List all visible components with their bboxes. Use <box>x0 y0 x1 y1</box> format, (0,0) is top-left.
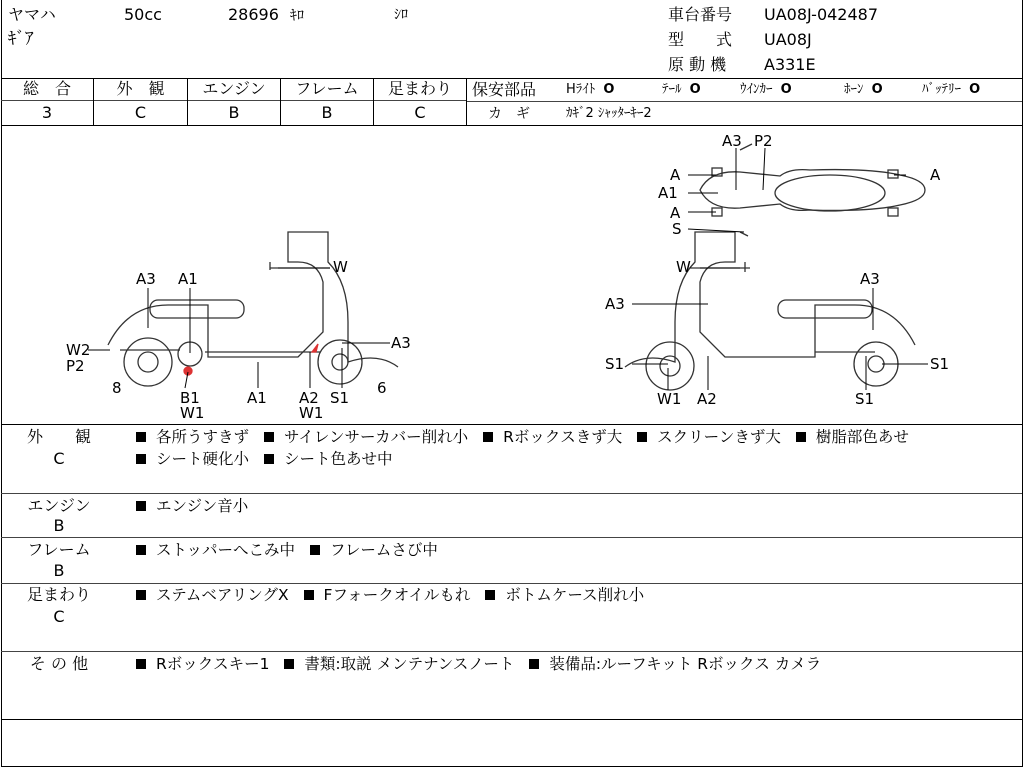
label-left-b1: B1 <box>180 389 200 407</box>
grade-label-frame: フレーム <box>295 79 359 98</box>
remark-label: そ の 他 <box>29 654 89 673</box>
remark-label: エンジン <box>27 496 91 515</box>
label-right-s1-right: S1 <box>930 355 950 373</box>
remark-line: Rボックスキー1 書類:取説 メンテナンスノート 装備品:ルーフキット Rボックス カメラ <box>136 653 831 675</box>
label-left-w: W <box>333 258 348 276</box>
grade-value-frame: B <box>321 103 333 122</box>
label-left-w2: W2 <box>66 341 91 359</box>
label-top-a: A <box>670 166 681 184</box>
label-left-w1-bottom: W1 <box>299 404 324 422</box>
engine-value: A331E <box>764 55 816 74</box>
label-top-p2: P2 <box>754 132 773 150</box>
divider <box>1 493 1022 494</box>
label-right-w1: W1 <box>657 390 682 408</box>
type-label: 型 式 <box>668 30 733 49</box>
label-left-s1: S1 <box>330 389 350 407</box>
engine-label: 原 動 機 <box>668 55 727 74</box>
label-right-a3-top: A3 <box>860 270 880 288</box>
safety-item-battery: ﾊﾞｯﾃﾘｰ O <box>922 82 981 97</box>
maker: ヤマハ <box>8 5 56 24</box>
remark-line: 各所うすきず サイレンサーカバー削れ小 Rボックスきず大 スクリーンきず大 樹脂部色あせ <box>136 426 919 448</box>
remark-label: 足まわり <box>26 585 91 604</box>
scooter-left-view <box>108 232 398 386</box>
remark-grade: B <box>53 561 65 580</box>
label-top-s: S <box>672 220 682 238</box>
remark-grade: C <box>53 607 65 626</box>
label-left-a1-bottom: A1 <box>247 389 267 407</box>
displacement: 50cc <box>124 5 162 24</box>
model-name: ｷﾞｱ <box>8 29 34 49</box>
label-left-8: 8 <box>112 379 122 397</box>
divider <box>1 424 1022 425</box>
frame-no: UA08J-042487 <box>764 5 879 24</box>
label-top-a1: A1 <box>658 184 678 202</box>
divider <box>1 537 1022 538</box>
frame-no-label: 車台番号 <box>668 5 733 24</box>
safety-item-headlight: Hﾗｲﾄ O <box>566 82 615 97</box>
label-right-a2: A2 <box>697 390 717 408</box>
remark-label: フレーム <box>27 540 91 559</box>
grade-label-exterior: 外 観 <box>116 79 165 98</box>
divider <box>1 651 1022 652</box>
label-left-a2: A2 <box>299 389 319 407</box>
label-top-a-lower: A <box>670 204 681 222</box>
damage-diagram <box>0 126 1024 424</box>
grade-value-exterior: C <box>134 103 147 122</box>
grade-label-engine: エンジン <box>202 79 266 98</box>
remark-line: シート硬化小 シート色あせ中 <box>136 448 402 470</box>
safety-label: 保安部品 <box>472 80 537 99</box>
remark-grade: B <box>53 516 65 535</box>
divider <box>466 101 1022 102</box>
label-left-w1: W1 <box>180 404 205 422</box>
leader-lines <box>88 148 928 390</box>
remark-grade: C <box>53 449 65 468</box>
color: ｼﾛ <box>394 7 408 23</box>
divider <box>466 78 467 125</box>
grade-value-total: 3 <box>41 103 53 122</box>
scooter-right-view <box>625 232 915 390</box>
grade-value-engine: B <box>228 103 240 122</box>
label-left-p2: P2 <box>66 357 85 375</box>
scooter-top-view <box>700 144 925 236</box>
mileage-value: 28696 <box>228 5 279 24</box>
grade-value-suspension: C <box>414 103 426 122</box>
key-label: カ ギ <box>488 106 530 122</box>
grade-label-suspension: 足まわり <box>387 79 452 98</box>
remark-line: エンジン音小 <box>136 495 258 517</box>
label-left-a3: A3 <box>136 270 156 288</box>
type-value: UA08J <box>764 30 812 49</box>
safety-item-tail: ﾃｰﾙ O <box>662 82 701 97</box>
label-right-s1: S1 <box>605 355 625 373</box>
divider <box>1 100 466 101</box>
divider <box>1 719 1022 720</box>
remark-line: ストッパーへこみ中 フレームさび中 <box>136 539 448 561</box>
safety-item-horn: ﾎｰﾝ O <box>844 82 883 97</box>
label-right-a3: A3 <box>605 295 625 313</box>
mileage <box>228 6 304 25</box>
label-top-a-right: A <box>930 166 941 184</box>
label-left-a3-right: A3 <box>391 334 411 352</box>
label-left-a1: A1 <box>178 270 198 288</box>
label-top-a3: A3 <box>722 132 742 150</box>
grade-label-total: 総 合 <box>22 79 71 98</box>
safety-item-winker: ｳｲﾝｶｰ O <box>740 82 792 97</box>
remark-label: 外 観 <box>26 427 91 446</box>
key-value: ｶｷﾞ2 ｼｬｯﾀｰｷｰ2 <box>566 106 652 121</box>
mileage-unit: ｷﾛ <box>290 8 304 24</box>
remark-line: ステムベアリングX Fフォークオイルもれ ボトムケース削れ小 <box>136 584 654 606</box>
label-left-6: 6 <box>377 379 387 397</box>
label-right-w: W <box>676 258 691 276</box>
label-right-s1-bottom: S1 <box>855 390 875 408</box>
